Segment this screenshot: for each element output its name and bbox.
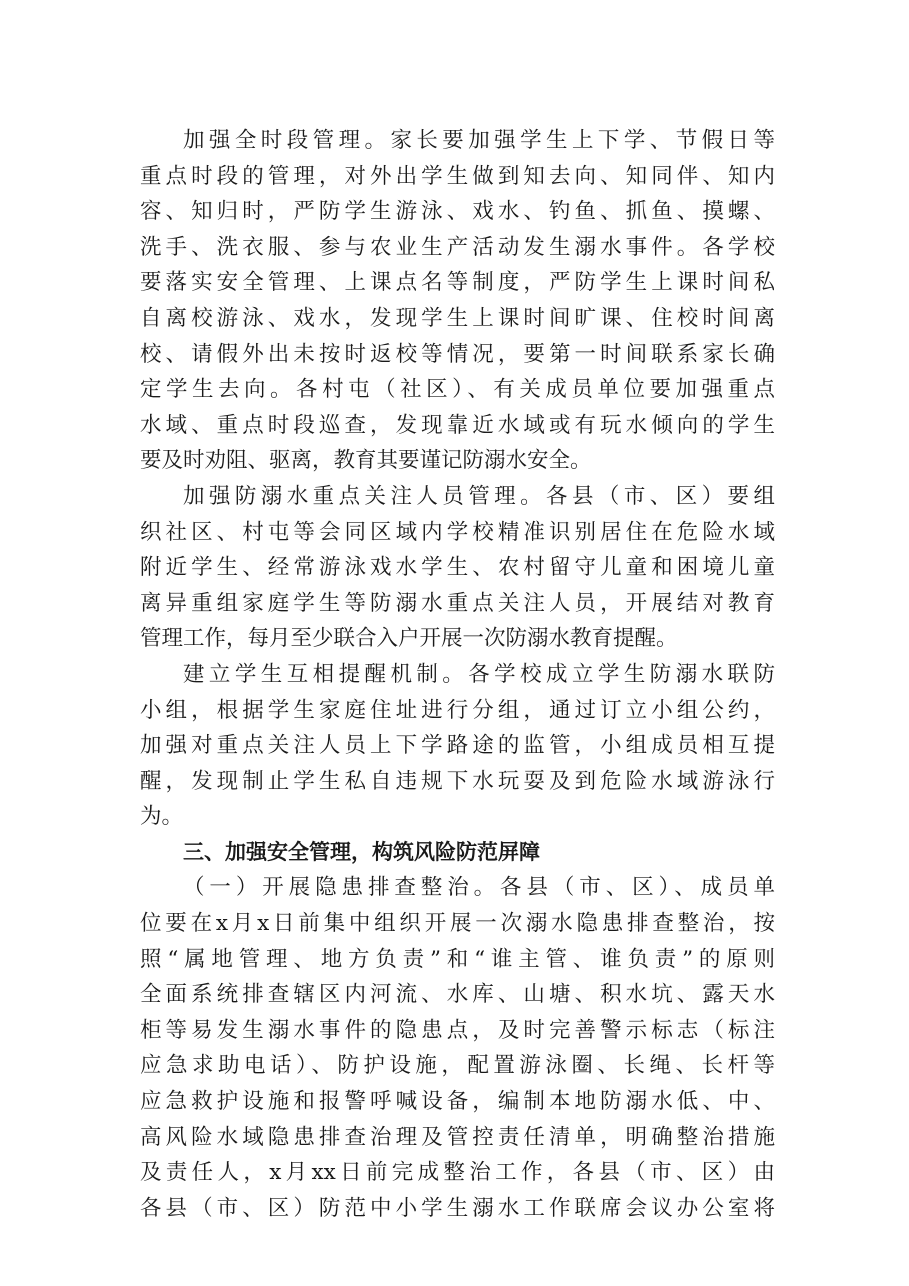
- text-line: 建立学生互相提醒机制。各学校成立学生防溺水联防: [183, 661, 775, 687]
- text-line: 洗手、洗衣服、参与农业生产活动发生溺水事件。各学校: [140, 234, 775, 260]
- text-line: 水域、重点时段巡查，发现靠近水域或有玩水倾向的学生: [140, 412, 775, 438]
- text-line: 全面系统排查辖区内河流、水库、山塘、积水坑、露天水: [140, 982, 775, 1008]
- section-heading: 三、加强安全管理，构筑风险防范屏障: [183, 839, 540, 864]
- text-line: 管理工作，每月至少联合入户开展一次防溺水教育提醒。: [140, 626, 678, 652]
- text-line: 织社区、村屯等会同区域内学校精准识别居住在危险水域: [140, 519, 775, 545]
- text-line: 要及时劝阻、驱离，教育其要谨记防溺水安全。: [140, 448, 592, 474]
- text-line: 离异重组家庭学生等防溺水重点关注人员，开展结对教育: [140, 590, 775, 616]
- text-line: 定学生去向。各村屯（社区）、有关成员单位要加强重点: [140, 377, 775, 403]
- text-line: （一）开展隐患排查整治。各县（市、区）、成员单: [183, 875, 775, 901]
- text-line: 为。: [140, 804, 184, 830]
- text-line: 附近学生、经常游泳戏水学生、农村留守儿童和困境儿童: [140, 555, 775, 581]
- text-line: 柜等易发生溺水事件的隐患点，及时完善警示标志（标注: [140, 1017, 775, 1043]
- text-line: 照“属地管理、地方负责”和“谁主管、谁负责”的原则: [140, 946, 775, 972]
- text-line: 应急求助电话）、防护设施，配置游泳圈、长绳、长杆等: [140, 1053, 775, 1079]
- text-line: 容、知归时，严防学生游泳、戏水、钓鱼、抓鱼、摸螺、: [140, 199, 775, 225]
- text-line: 各县（市、区）防范中小学生溺水工作联席会议办公室将: [140, 1195, 775, 1221]
- text-line: 自离校游泳、戏水，发现学生上课时间旷课、住校时间离: [140, 305, 775, 331]
- text-line: 要落实安全管理、上课点名等制度，严防学生上课时间私: [140, 270, 775, 296]
- text-line: 校、请假外出未按时返校等情况，要第一时间联系家长确: [140, 341, 775, 367]
- text-line: 小组，根据学生家庭住址进行分组，通过订立小组公约，: [140, 697, 775, 723]
- text-line: 应急救护设施和报警呼喊设备，编制本地防溺水低、中、: [140, 1089, 775, 1115]
- text-line: 醒，发现制止学生私自违规下水玩耍及到危险水域游泳行: [140, 768, 775, 794]
- text-line: 及责任人，x月xx日前完成整治工作，各县（市、区）由: [140, 1160, 775, 1186]
- text-line: 加强对重点关注人员上下学路途的监管，小组成员相互提: [140, 733, 775, 759]
- text-line: 高风险水域隐患排查治理及管控责任清单，明确整治措施: [140, 1124, 775, 1150]
- document-body: [140, 123, 775, 1226]
- text-line: 加强全时段管理。家长要加强学生上下学、节假日等: [183, 128, 775, 153]
- text-line: 位要在x月x日前集中组织开展一次溺水隐患排查整治，按: [140, 911, 775, 937]
- text-line: 重点时段的管理，对外出学生做到知去向、知同伴、知内: [140, 163, 775, 189]
- text-line: 加强防溺水重点关注人员管理。各县（市、区）要组: [183, 483, 775, 509]
